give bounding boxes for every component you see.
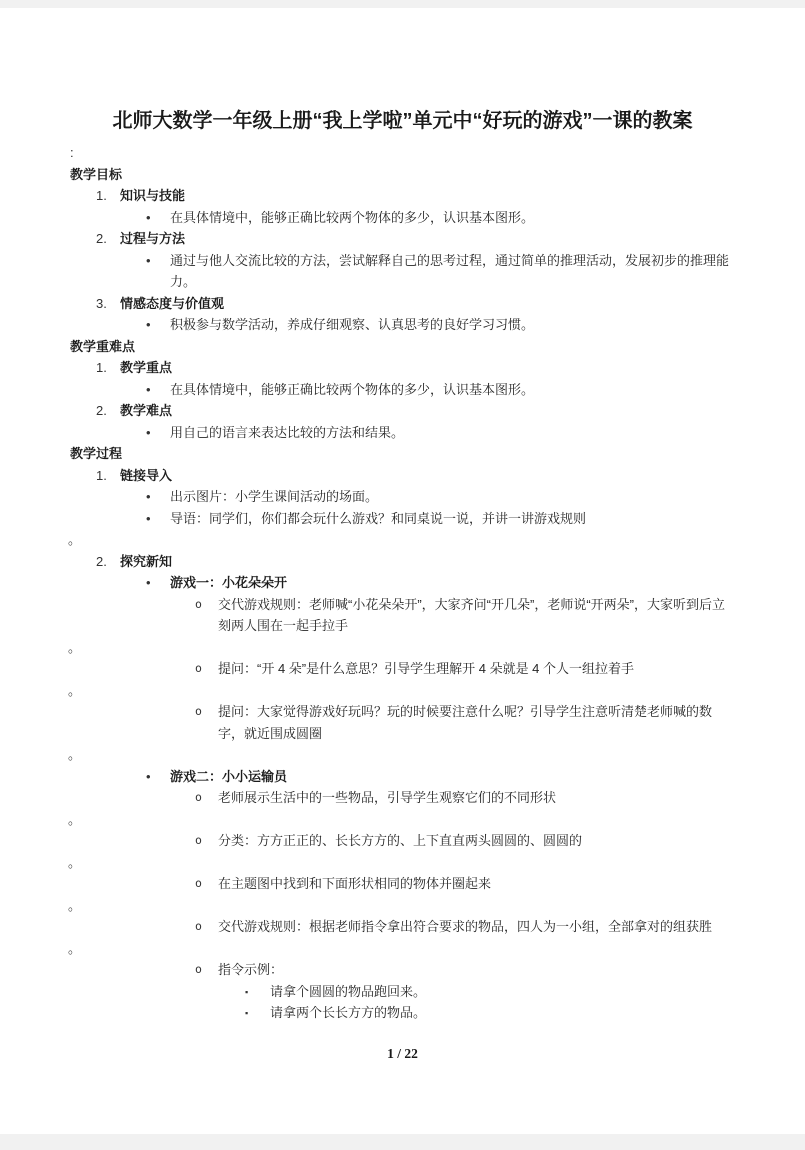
line-text: 交代游戏规则：根据老师指令拿出符合要求的物品，四人为一小组，全部拿对的组获胜 [218, 919, 713, 934]
orphan-period-line [0, 938, 805, 960]
section-heading [0, 336, 805, 358]
line-text: 交代游戏规则：老师喊“小花朵朵开”，大家齐问“开几朵”，老师说“开两朵”，大家听到后立刻两人围在一起手拉手 [218, 596, 725, 633]
page-bottom-gap [0, 1134, 805, 1142]
list-marker: 2. [96, 553, 107, 569]
list-marker: • [146, 575, 151, 590]
document-title: 北师大数学一年级上册“我上学啦”单元中“好玩的游戏”一课的教案 [112, 110, 693, 132]
list-marker: ▪ [245, 986, 249, 997]
bullet-item [0, 314, 805, 336]
line-text: 情感态度与价值观 [120, 295, 225, 311]
line-text: 提问：大家觉得游戏好玩吗？玩的时候要注意什么呢？引导学生注意听清楚老师喊的数字，就近围成圆圈 [218, 704, 713, 741]
orphan-period-line [0, 680, 805, 702]
line-text: 积极参与数学活动，养成仔细观察、认真思考的良好学习习惯。 [170, 317, 535, 332]
line-text: 链接导入 [120, 467, 173, 483]
numbered-item [0, 400, 805, 422]
line-text: 在具体情境中，能够正确比较两个物体的多少，认识基本图形。 [170, 209, 535, 225]
line-text: 在主题图中找到和下面形状相同的物体并圈起来 [218, 876, 492, 891]
line-text: 。 [68, 854, 82, 870]
line-text: 。 [68, 811, 82, 827]
line-text: 教学重难点 [70, 338, 136, 354]
section-heading [0, 443, 805, 465]
sub-bullet-item [0, 787, 805, 809]
list-marker: • [146, 510, 151, 526]
line-text: 游戏二：小小运输员 [170, 768, 288, 784]
line-text: 教学目标 [70, 166, 123, 182]
orphan-period-line [0, 529, 805, 551]
instruction-item [0, 981, 805, 1003]
list-marker: • [146, 209, 151, 225]
list-marker: • [146, 381, 151, 397]
numbered-item [0, 551, 805, 573]
line-text: 在具体情境中，能够正确比较两个物体的多少，认识基本图形。 [170, 381, 535, 397]
list-marker: o [195, 596, 202, 611]
orphan-period-line [0, 852, 805, 874]
list-marker: o [195, 876, 202, 890]
bullet-item [0, 379, 805, 401]
sub-bullet-item [0, 594, 805, 637]
line-text: 分类：方方正正的、长长方方的、上下直直两头圆圆的、圆圆的 [218, 833, 583, 848]
line-text: 老师展示生活中的一些物品，引导学生观察它们的不同形状 [218, 790, 557, 805]
list-marker: o [195, 790, 202, 804]
line-text: 请拿两个长长方方的物品。 [270, 1005, 427, 1020]
orphan-period-line [0, 637, 805, 659]
list-marker: o [195, 919, 202, 933]
list-marker: 1. [96, 467, 107, 483]
list-marker: • [146, 317, 151, 332]
bullet-item-bold [0, 766, 805, 788]
list-marker: o [195, 704, 202, 718]
line-text: 。 [68, 532, 82, 547]
document-body [0, 164, 805, 1024]
list-marker: • [146, 252, 151, 268]
list-marker: o [195, 962, 202, 976]
line-text: 知识与技能 [120, 188, 186, 203]
line-text: 过程与方法 [120, 231, 186, 246]
section-heading [0, 164, 805, 186]
bullet-item [0, 486, 805, 508]
numbered-item [0, 185, 805, 207]
line-text: 。 [68, 940, 82, 956]
bullet-item [0, 508, 805, 530]
line-text: 用自己的语言来表达比较的方法和结果。 [170, 424, 405, 440]
page-number: 1 / 22 [387, 1046, 418, 1061]
numbered-item [0, 293, 805, 315]
stray-colon-line: : [70, 145, 74, 160]
numbered-item [0, 357, 805, 379]
orphan-period-line [0, 744, 805, 766]
sub-bullet-item [0, 658, 805, 680]
line-text: 通过与他人交流比较的方法，尝试解释自己的思考过程，通过简单的推理活动，发展初步的推理能力。 [170, 252, 730, 289]
orphan-period-line [0, 809, 805, 831]
bullet-item [0, 250, 805, 293]
sub-bullet-item [0, 701, 805, 744]
line-text: 教学过程 [70, 446, 123, 461]
sub-bullet-item [0, 916, 805, 938]
numbered-item [0, 228, 805, 250]
list-marker: 1. [96, 360, 107, 375]
sub-bullet-item [0, 830, 805, 852]
list-marker: • [146, 768, 151, 784]
list-marker: 2. [96, 403, 107, 418]
line-text: 指令示例： [218, 962, 284, 977]
orphan-period-line [0, 895, 805, 917]
line-text: 探究新知 [120, 553, 173, 569]
list-marker: o [195, 833, 202, 847]
line-text: 出示图片：小学生课间活动的场面。 [170, 489, 379, 504]
line-text: 提问：“开 4 朵”是什么意思？引导学生理解开 4 朵就是 4 个人一组拉着手 [218, 661, 635, 676]
line-text: 。 [68, 897, 82, 913]
line-text: 教学重点 [120, 360, 173, 375]
bullet-item-bold [0, 572, 805, 594]
line-text: 。 [68, 639, 82, 655]
list-marker: o [195, 661, 202, 675]
list-marker: • [146, 424, 151, 440]
list-marker: ▪ [245, 1008, 249, 1018]
instruction-item [0, 1002, 805, 1024]
list-marker: 3. [96, 295, 107, 311]
document-page [0, 8, 805, 1142]
sub-bullet-item [0, 959, 805, 981]
line-text: 。 [68, 747, 82, 762]
list-marker: • [146, 489, 151, 504]
list-marker: 2. [96, 231, 107, 246]
list-marker: 1. [96, 188, 107, 203]
line-text: 游戏一：小花朵朵开 [170, 575, 288, 590]
line-text: 。 [68, 682, 82, 698]
line-text: 请拿个圆圆的物品跑回来。 [270, 983, 427, 999]
bullet-item [0, 207, 805, 229]
sub-bullet-item [0, 873, 805, 895]
line-text: 教学难点 [120, 403, 173, 418]
bullet-item [0, 422, 805, 444]
numbered-item [0, 465, 805, 487]
line-text: 导语：同学们，你们都会玩什么游戏？和同桌说一说，并讲一讲游戏规则 [170, 510, 587, 526]
